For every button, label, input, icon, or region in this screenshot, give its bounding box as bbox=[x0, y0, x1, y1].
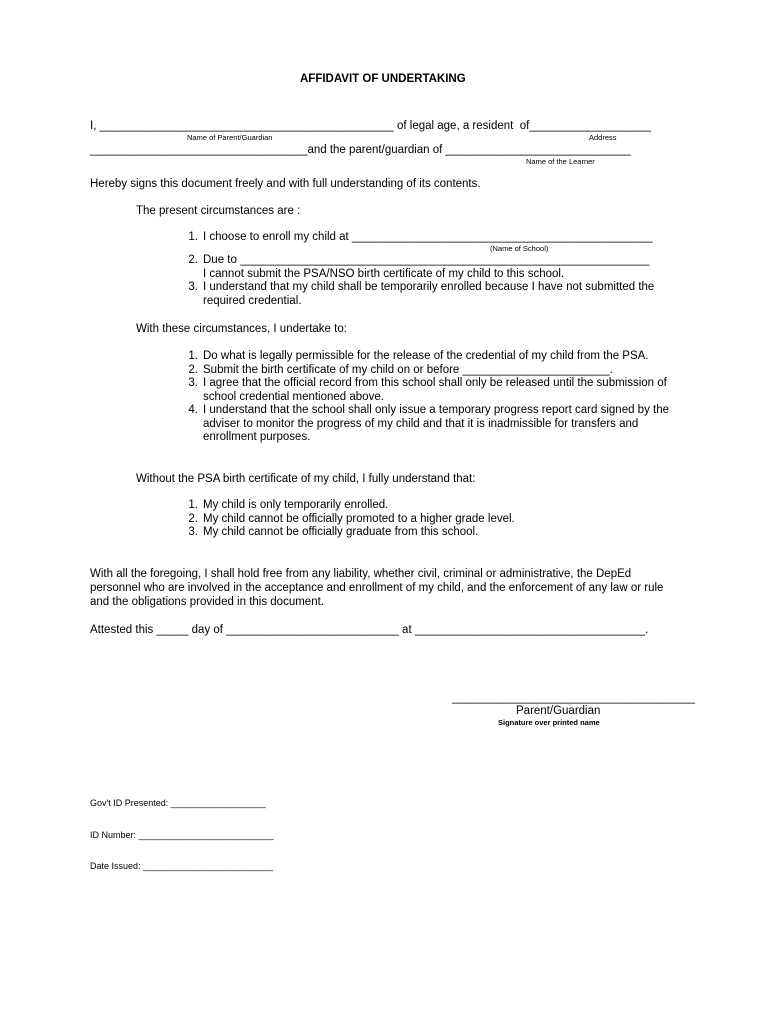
list-item bbox=[180, 513, 680, 527]
list-text: My child cannot be officially graduate from this school. bbox=[203, 526, 479, 538]
foregoing-paragraph: With all the foregoing, I shall hold free from any liability, whether civil, criminal or administrative, the DepEd personnel who are involved in the acceptance and enrollment of my child, and the enforcement of any law or rule and the obligations provided in this document. bbox=[90, 568, 664, 608]
list-text: I understand that my child shall be temporarily enrolled because I have not submitted the required credential. bbox=[203, 281, 655, 307]
parent-residence-line: I, ______________________________________________ of legal age, a resident of___________________ bbox=[90, 120, 651, 132]
list-item bbox=[180, 254, 680, 268]
list-number: 1. bbox=[188, 350, 198, 362]
understandings-list bbox=[180, 499, 680, 540]
label-school: (Name of School) bbox=[490, 244, 549, 253]
list-number: 2. bbox=[188, 254, 198, 266]
without-heading: Without the PSA birth certificate of my child, I fully understand that: bbox=[136, 473, 476, 485]
label-learner: Name of the Learner bbox=[526, 157, 595, 166]
list-item bbox=[180, 350, 680, 364]
list-text: I understand that the school shall only issue a temporary progress report card signed by the adviser to monitor the progress of my child and that it is inadmissible for transfers and enrollment purposes. bbox=[203, 404, 670, 443]
list-item bbox=[180, 364, 680, 378]
undertake-heading: With these circumstances, I undertake to: bbox=[136, 323, 347, 335]
list-number: 4. bbox=[188, 404, 198, 416]
list-text: My child cannot be officially promoted to a higher grade level. bbox=[203, 512, 515, 525]
list-item bbox=[180, 526, 680, 540]
list-item bbox=[180, 377, 680, 404]
id-block bbox=[90, 777, 274, 893]
list-text: Do what is legally permissible for the release of the credential of my child from the PSA. bbox=[203, 350, 649, 362]
circumstances-list bbox=[180, 231, 680, 245]
list-text: I choose to enroll my child at _______________________________________________ bbox=[203, 231, 653, 243]
date-issued-row: Date Issued: __________________________ bbox=[90, 861, 274, 871]
parent-learner-line: __________________________________and the parent/guardian of _____________________________ bbox=[90, 144, 632, 156]
list-number: 2. bbox=[188, 363, 198, 376]
list-text: I cannot submit the PSA/NSO birth certificate of my child to this school. bbox=[203, 267, 565, 280]
list-item bbox=[180, 404, 680, 445]
list-text: Submit the birth certificate of my child on or before _______________________. bbox=[203, 363, 613, 376]
gov-id-row: Gov't ID Presented: ___________________ bbox=[90, 798, 266, 808]
parent-guardian-label: Parent/Guardian bbox=[516, 705, 601, 717]
id-number-row: ID Number: ___________________________ bbox=[90, 829, 274, 840]
list-number: 2. bbox=[188, 512, 198, 525]
signature-line: ______________________________________ bbox=[452, 692, 696, 704]
undertakings-list bbox=[180, 350, 680, 445]
list-item bbox=[180, 499, 680, 513]
circumstances-list-cont bbox=[180, 254, 680, 308]
list-item bbox=[180, 231, 680, 245]
signature-caption: Signature over printed name bbox=[498, 718, 600, 727]
list-text: I agree that the official record from this school shall only be released until the submission of school credential mentioned above. bbox=[203, 377, 667, 403]
hereby-statement: Hereby signs this document freely and with full understanding of its contents. bbox=[90, 178, 481, 190]
list-item bbox=[180, 281, 680, 308]
list-number: 3. bbox=[188, 377, 198, 389]
list-number: 3. bbox=[188, 526, 198, 538]
list-number: 1. bbox=[188, 499, 198, 511]
list-item-continuation bbox=[180, 268, 680, 282]
document-title: AFFIDAVIT OF UNDERTAKING bbox=[300, 73, 466, 85]
attested-line: Attested this _____ day of ___________________________ at ____________________________________. bbox=[90, 624, 649, 636]
list-number: 3. bbox=[188, 281, 198, 293]
list-number: 1. bbox=[188, 231, 198, 243]
label-parent-guardian: Name of Parent/Guardian bbox=[187, 133, 273, 142]
circumstances-heading: The present circumstances are : bbox=[136, 205, 301, 217]
list-text: My child is only temporarily enrolled. bbox=[203, 499, 389, 511]
list-text: Due to ________________________________________________________________ bbox=[203, 254, 650, 266]
label-address: Address bbox=[589, 133, 617, 142]
